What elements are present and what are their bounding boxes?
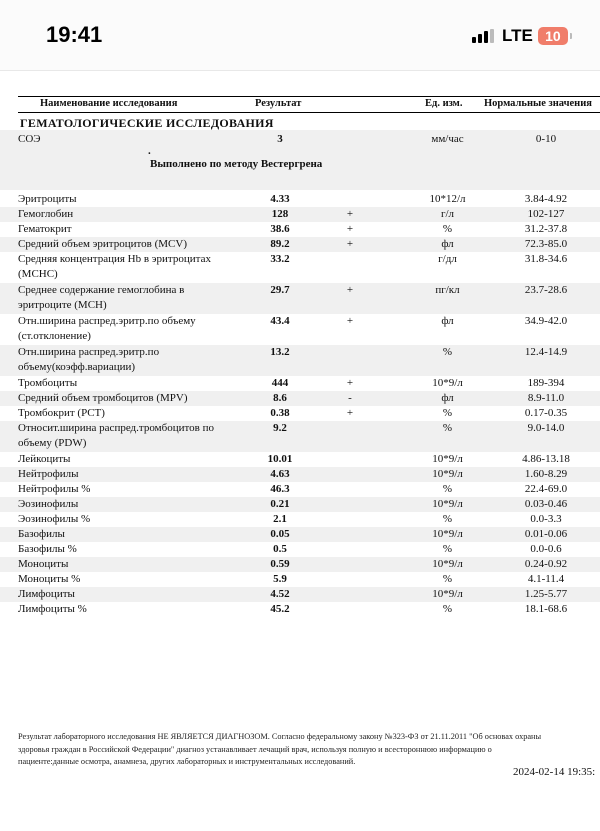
row-name: Базофилы <box>18 528 65 540</box>
row-flag: + <box>346 377 354 389</box>
table-row <box>0 527 600 542</box>
row-unit: % <box>442 543 453 555</box>
row-name: Эозинофилы <box>18 498 79 510</box>
row-name: Лейкоциты <box>18 453 71 465</box>
row-unit: пг/кл <box>435 284 460 296</box>
clock: 19:41 <box>46 22 103 47</box>
network-type: LTE <box>502 26 533 45</box>
row-value: 10.01 <box>267 453 293 465</box>
table-row <box>0 587 600 602</box>
row-norm: 9.0-14.0 <box>527 422 565 434</box>
table-row <box>0 512 600 527</box>
row-unit: % <box>442 483 453 495</box>
row-name: Моноциты <box>18 558 69 570</box>
disclaimer <box>18 731 600 769</box>
table-row <box>0 207 600 222</box>
row-flag: + <box>346 208 354 220</box>
report-timestamp: 2024-02-14 19:35: <box>513 766 596 778</box>
row-value: 9.2 <box>273 422 287 434</box>
row-unit: 10*9/л <box>432 468 463 480</box>
row-flag: + <box>346 238 354 250</box>
row-norm: 102-127 <box>527 208 565 220</box>
row-unit: % <box>442 407 453 419</box>
row-unit: фл <box>441 392 454 404</box>
table-row <box>0 542 600 557</box>
row-value: 33.2 <box>270 253 290 265</box>
row-flag: + <box>346 407 354 419</box>
row-norm: 1.25-5.77 <box>524 588 568 600</box>
row-value: 444 <box>271 377 289 389</box>
row-name: Лимфоциты % <box>18 603 87 615</box>
row-name: Среднее содержание гемоглобина в эритроците (MCH) <box>18 284 185 311</box>
table-row <box>0 391 600 406</box>
table-row <box>0 283 600 314</box>
row-flag: - <box>348 392 352 404</box>
row-unit: 10*9/л <box>432 588 463 600</box>
table-row <box>0 467 600 482</box>
table-row <box>0 406 600 421</box>
row-name: Относит.ширина распред.тромбоцитов по объему (PDW) <box>18 422 214 449</box>
row-norm: 4.1-11.4 <box>527 573 565 585</box>
disclaimer-line-3: пациенте:данные осмотра, анамнеза, других лабораторных и инструментальных исследований. <box>18 757 356 766</box>
row-value: 4.52 <box>270 588 290 600</box>
row-unit: г/дл <box>438 253 457 265</box>
row-value: 38.6 <box>270 223 290 235</box>
row-norm: 0-10 <box>535 133 557 145</box>
row-name: СОЭ <box>18 133 41 145</box>
table-row <box>0 237 600 252</box>
row-name: Лимфоциты <box>18 588 75 600</box>
row-name: Эритроциты <box>18 193 77 205</box>
row-flag: + <box>346 315 354 327</box>
header-name: Наименование исследования <box>40 98 178 109</box>
table-row <box>0 421 600 452</box>
table-row <box>0 345 600 376</box>
row-value: 3 <box>277 133 283 145</box>
row-unit: % <box>442 573 453 585</box>
table-row <box>0 482 600 497</box>
table-row <box>0 572 600 587</box>
row-name: Средняя концентрация Hb в эритроцитах (MCHC) <box>18 253 211 280</box>
table-row <box>0 557 600 572</box>
row-name: Нейтрофилы <box>18 468 79 480</box>
row-unit: % <box>442 513 453 525</box>
row-norm: 0.24-0.92 <box>524 558 568 570</box>
table-row <box>0 452 600 467</box>
row-unit: % <box>442 346 453 358</box>
row-unit: мм/час <box>431 133 464 145</box>
row-value: 0.5 <box>273 543 287 555</box>
row-value: 5.9 <box>273 573 287 585</box>
row-name: Моноциты % <box>18 573 81 585</box>
row-norm: 8.9-11.0 <box>527 392 565 404</box>
row-norm: 0.0-0.6 <box>530 543 562 555</box>
row-norm: 18.1-68.6 <box>524 603 568 615</box>
disclaimer-line-1: Результат лабораторного исследования НЕ ЯВЛЯЕТСЯ ДИАГНОЗОМ. Согласно федеральному закону №323-ФЗ от 21.11.2011 "Об основах охраны <box>18 732 542 741</box>
row-value: 43.4 <box>270 315 290 327</box>
row-name: Тромбокрит (PCT) <box>18 407 105 419</box>
status-bar <box>0 0 600 71</box>
row-unit: г/л <box>440 208 455 220</box>
header-norm: Нормальные значения <box>484 98 592 109</box>
row-name: Гемоглобин <box>18 208 74 220</box>
row-unit: 10*9/л <box>432 558 463 570</box>
row-name: Тромбоциты <box>18 377 78 389</box>
row-flag: + <box>346 284 354 296</box>
row-unit: 10*9/л <box>432 377 463 389</box>
table-row <box>0 314 600 345</box>
battery-level: 10 <box>545 28 561 44</box>
row-norm: 23.7-28.6 <box>524 284 568 296</box>
row-value: 4.63 <box>270 468 290 480</box>
row-value: 128 <box>271 208 289 220</box>
row-name: Гематокрит <box>18 223 72 235</box>
row-name: Отн.ширина распред.эритр.по объему (ст.отклонение) <box>18 315 196 342</box>
table-header <box>18 96 600 113</box>
row-norm: 0.01-0.06 <box>524 528 568 540</box>
table-row <box>0 222 600 237</box>
row-norm: 0.17-0.35 <box>524 407 568 419</box>
table-row <box>0 376 600 391</box>
table-row <box>0 497 600 512</box>
row-value: 0.21 <box>270 498 290 510</box>
row-unit: фл <box>441 238 454 250</box>
row-norm: 0.03-0.46 <box>524 498 568 510</box>
row-value: 0.38 <box>270 407 290 419</box>
method-note: Выполнено по методу Вестергрена <box>150 158 323 170</box>
row-flag: + <box>346 223 354 235</box>
row-unit: % <box>442 223 453 235</box>
row-unit: фл <box>441 315 454 327</box>
row-norm: 31.8-34.6 <box>524 253 568 265</box>
row-value: 45.2 <box>270 603 290 615</box>
row-name: Эозинофилы % <box>18 513 91 525</box>
method-dot: . <box>148 145 151 157</box>
row-unit: 10*9/л <box>432 528 463 540</box>
row-name: Средний объем эритроцитов (MCV) <box>18 238 188 250</box>
row-value: 4.33 <box>270 193 290 205</box>
row-value: 46.3 <box>270 483 290 495</box>
row-unit: % <box>442 603 453 615</box>
row-norm: 4.86-13.18 <box>522 453 570 465</box>
row-value: 0.59 <box>270 558 290 570</box>
row-name: Средний объем тромбоцитов (MPV) <box>18 392 188 404</box>
row-norm: 34.9-42.0 <box>524 315 568 327</box>
row-norm: 22.4-69.0 <box>524 483 568 495</box>
row-unit: 10*9/л <box>432 498 463 510</box>
table-row <box>0 252 600 283</box>
row-name: Нейтрофилы % <box>18 483 91 495</box>
row-unit: 10*9/л <box>432 453 463 465</box>
battery-icon <box>538 27 568 45</box>
row-unit: % <box>442 422 453 434</box>
row-norm: 189-394 <box>527 377 565 389</box>
row-norm: 1.60-8.29 <box>524 468 568 480</box>
section-title: ГЕМАТОЛОГИЧЕСКИЕ ИССЛЕДОВАНИЯ <box>20 116 274 130</box>
table-row <box>0 192 600 207</box>
row-norm: 3.84-4.92 <box>524 193 568 205</box>
row-value: 13.2 <box>270 346 290 358</box>
row-norm: 12.4-14.9 <box>524 346 568 358</box>
row-name: Базофилы % <box>18 543 77 555</box>
row-value: 29.7 <box>270 284 290 296</box>
table-row-esr <box>0 130 600 190</box>
row-value: 2.1 <box>273 513 287 525</box>
row-norm: 0.0-3.3 <box>530 513 562 525</box>
row-unit: 10*12/л <box>429 193 466 205</box>
signal-icon <box>472 29 494 43</box>
status-icons <box>472 25 568 47</box>
row-value: 0.05 <box>270 528 290 540</box>
row-value: 8.6 <box>273 392 287 404</box>
disclaimer-line-2: здоровья граждан в Российской Федерации" диагноз устанавливает лечащий врач, используя полную и всестороннюю информацию о <box>18 744 492 754</box>
row-norm: 72.3-85.0 <box>524 238 568 250</box>
header-result: Результат <box>255 98 302 109</box>
row-norm: 31.2-37.8 <box>524 223 568 235</box>
table-row <box>0 602 600 617</box>
row-name: Отн.ширина распред.эритр.по объему(коэфф.вариации) <box>18 346 160 373</box>
header-unit: Ед. изм. <box>425 98 463 109</box>
row-value: 89.2 <box>270 238 290 250</box>
